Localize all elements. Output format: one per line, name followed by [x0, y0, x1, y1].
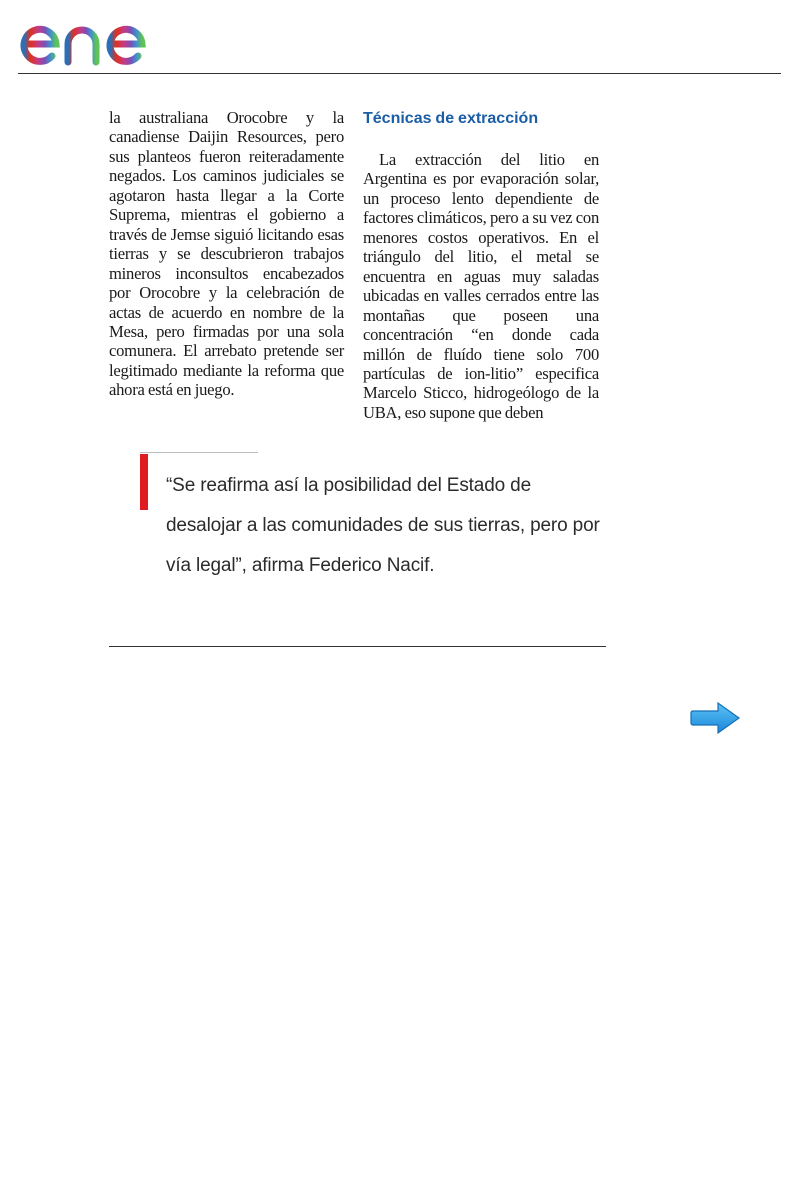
article-column-left: [109, 108, 344, 400]
pull-quote-text: “Se reafirma así la posibilidad del Estado de desalojar a las comunidades de sus tierras, pero por vía legal”, afirma Federico Nacif.: [166, 475, 600, 576]
right-column-text: La extracción del litio en Argentina es por evaporación solar, un proceso lento dependiente de factores climáticos, pero a su vez con menores costos operativos. En el triángulo del litio, el metal se encuentra en aguas muy saladas ubicadas en valles cerrados entre las montañas que poseen una concentración “en donde cada millón de fluído tiene solo 700 partículas de ion-litio” especifica Marcelo Sticco, hidrogeólogo de la UBA, eso supone que deben: [363, 150, 599, 422]
left-column-text: la australiana Orocobre y la canadiense Daijin Resources, pero sus planteos fueron reiteradamente negados. Los caminos judiciales se agotaron hasta llegar a la Corte Suprema, mientras el gobierno a través de Jemse siguió licitando esas tierras y se descubrieron trabajos mineros inconsultos encabezados por Orocobre y la celebración de actas de acuerdo en nombre de la Mesa, pero firmadas por una sola comunera. El arrebato pretende ser legitimado mediante la reforma que ahora está en juego.: [109, 108, 344, 400]
pull-quote: [140, 452, 610, 592]
enel-logo: [16, 4, 182, 68]
right-arrow-icon[interactable]: [690, 700, 742, 736]
article-bottom-divider: [109, 646, 606, 647]
page-header: [0, 0, 800, 76]
article-column-right: [363, 108, 599, 422]
quote-top-divider: [140, 452, 258, 453]
header-divider: [18, 73, 781, 74]
section-heading: Técnicas de extracción: [363, 110, 539, 127]
quote-accent-bar: [140, 454, 148, 510]
